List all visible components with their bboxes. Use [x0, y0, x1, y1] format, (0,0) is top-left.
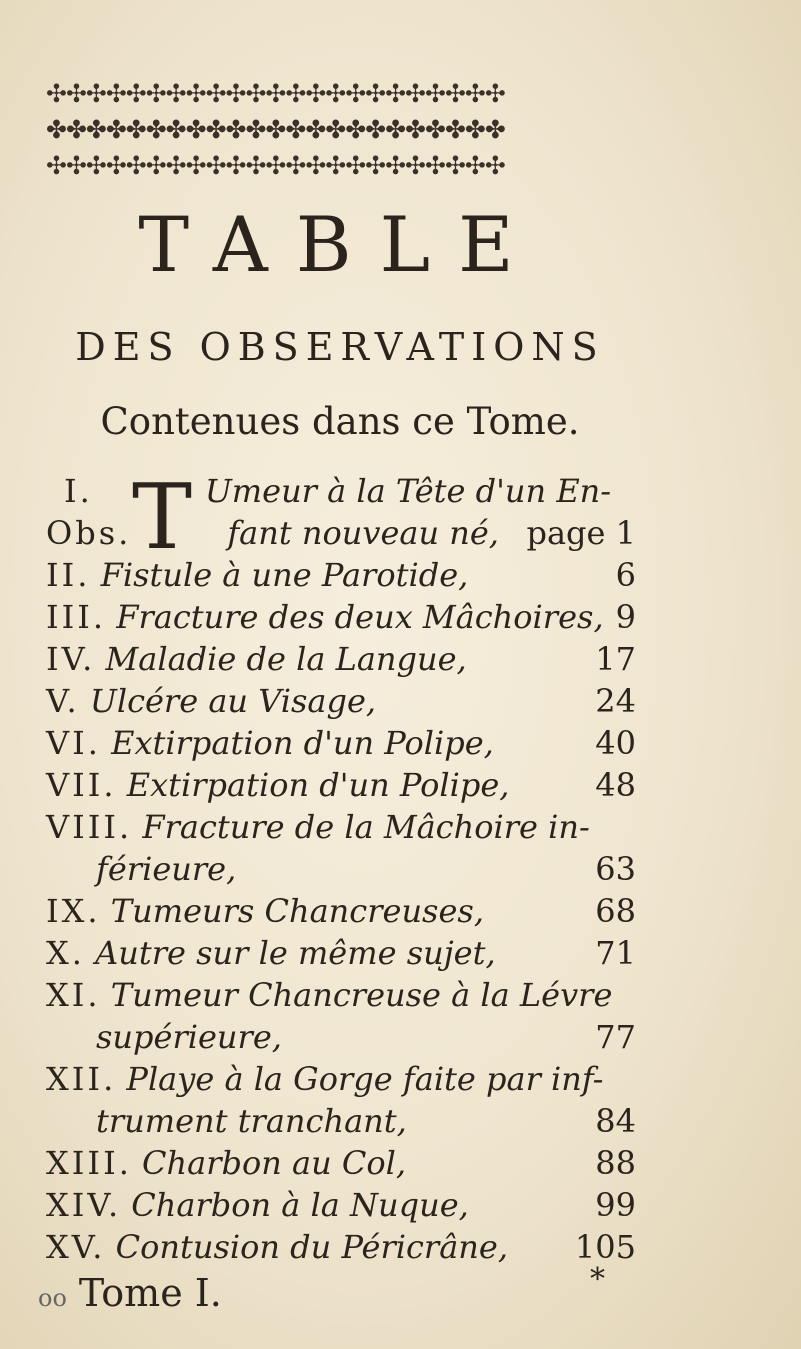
- toc-entry: [46, 806, 636, 848]
- toc-entry: [46, 554, 636, 596]
- entry-page: 77: [595, 1018, 636, 1056]
- entry-number: VI.: [46, 724, 101, 762]
- entry-number: XIII.: [46, 1144, 132, 1182]
- catchword: Tome I.: [78, 1271, 222, 1315]
- toc-entry: [46, 596, 636, 638]
- entry-page: 6: [615, 556, 636, 594]
- entry-text: Contusion du Péricrâne,: [115, 1228, 509, 1266]
- entry-page: 9: [615, 598, 636, 636]
- entry-number: X.: [46, 934, 85, 972]
- toc-entry: [64, 470, 654, 512]
- entry-number: II.: [46, 556, 91, 594]
- page-subtitle: DES OBSERVATIONS: [75, 325, 605, 369]
- entry-number: VII.: [46, 766, 117, 804]
- star-mark: *: [590, 1262, 605, 1297]
- entry-text: Ulcére au Visage,: [89, 682, 377, 720]
- ornament-row: ✣✣✣✣✣✣✣✣✣✣✣✣✣✣✣✣✣✣✣✣✣✣✣: [46, 79, 505, 108]
- toc-entry: [46, 932, 636, 974]
- entry-page: 68: [595, 892, 636, 930]
- entry-text: Autre sur le même sujet,: [95, 934, 496, 972]
- ornament-row: ✣✣✣✣✣✣✣✣✣✣✣✣✣✣✣✣✣✣✣✣✣✣✣: [46, 151, 505, 180]
- page-caption: Contenues dans ce Tome.: [100, 400, 580, 443]
- entry-text: Tumeurs Chancreuses,: [110, 892, 484, 930]
- entry-number: Obs.: [46, 514, 132, 552]
- entry-number: IV.: [46, 640, 96, 678]
- toc-entry: [46, 974, 636, 1016]
- entry-number: XII.: [46, 1060, 117, 1098]
- entry-page: 17: [595, 640, 636, 678]
- entry-text: trument tranchant,: [96, 1102, 407, 1140]
- entry-page: 88: [595, 1144, 636, 1182]
- entry-number: V.: [46, 682, 80, 720]
- toc-entry-continuation: [46, 848, 636, 890]
- entry-page: 84: [595, 1102, 636, 1140]
- entry-number: XI.: [46, 976, 101, 1014]
- entry-number: XV.: [46, 1228, 106, 1266]
- toc-entry: [46, 680, 636, 722]
- entry-page: 48: [595, 766, 636, 804]
- entry-number: III.: [46, 598, 107, 636]
- toc-entry: [46, 764, 636, 806]
- entry-text: Tumeur Chancreuse à la Lévre: [110, 976, 613, 1014]
- entry-page: 40: [595, 724, 636, 762]
- entry-page: 24: [595, 682, 636, 720]
- ornament-row: ✤✤✤✤✤✤✤✤✤✤✤✤✤✤✤✤✤✤✤✤✤✤✤: [46, 115, 505, 144]
- entry-number: VIII.: [46, 808, 133, 846]
- entry-number: XIV.: [46, 1186, 122, 1224]
- toc-entry: [46, 638, 636, 680]
- entry-text: Maladie de la Langue,: [105, 640, 467, 678]
- entry-number: IX.: [46, 892, 101, 930]
- toc-entry: [46, 722, 636, 764]
- entry-text: Charbon au Col,: [142, 1144, 407, 1182]
- signature-mark: oo: [38, 1284, 67, 1312]
- entry-text: Fracture de la Mâchoire in-: [142, 808, 590, 846]
- drop-cap: T: [132, 465, 193, 570]
- entry-page: 99: [595, 1186, 636, 1224]
- toc-entry: [46, 512, 636, 554]
- toc-entry-continuation: [46, 1016, 636, 1058]
- entry-text: Fracture des deux Mâchoires,: [116, 598, 604, 636]
- entry-text: Fistule à une Parotide,: [100, 556, 469, 594]
- entry-text: Charbon à la Nuque,: [131, 1186, 469, 1224]
- entry-page: page 1: [526, 514, 636, 552]
- entry-text: Playe à la Gorge faite par inf-: [126, 1060, 604, 1098]
- entry-page: 105: [574, 1228, 636, 1266]
- entry-text: fant nouveau né,: [227, 514, 499, 552]
- entry-text: supérieure,: [96, 1018, 282, 1056]
- entry-page: 63: [595, 850, 636, 888]
- toc-entry: [46, 890, 636, 932]
- entry-text: férieure,: [96, 850, 237, 888]
- entry-text: Extirpation d'un Polipe,: [111, 724, 494, 762]
- entry-text: Umeur à la Tête d'un En-: [204, 472, 612, 510]
- entry-text: Extirpation d'un Polipe,: [126, 766, 510, 804]
- entry-number: I.: [64, 472, 93, 510]
- decorative-ornament-band: [46, 76, 626, 186]
- page-title: TABLE: [138, 200, 542, 289]
- toc-entry: [46, 1058, 636, 1100]
- entry-page: 71: [595, 934, 636, 972]
